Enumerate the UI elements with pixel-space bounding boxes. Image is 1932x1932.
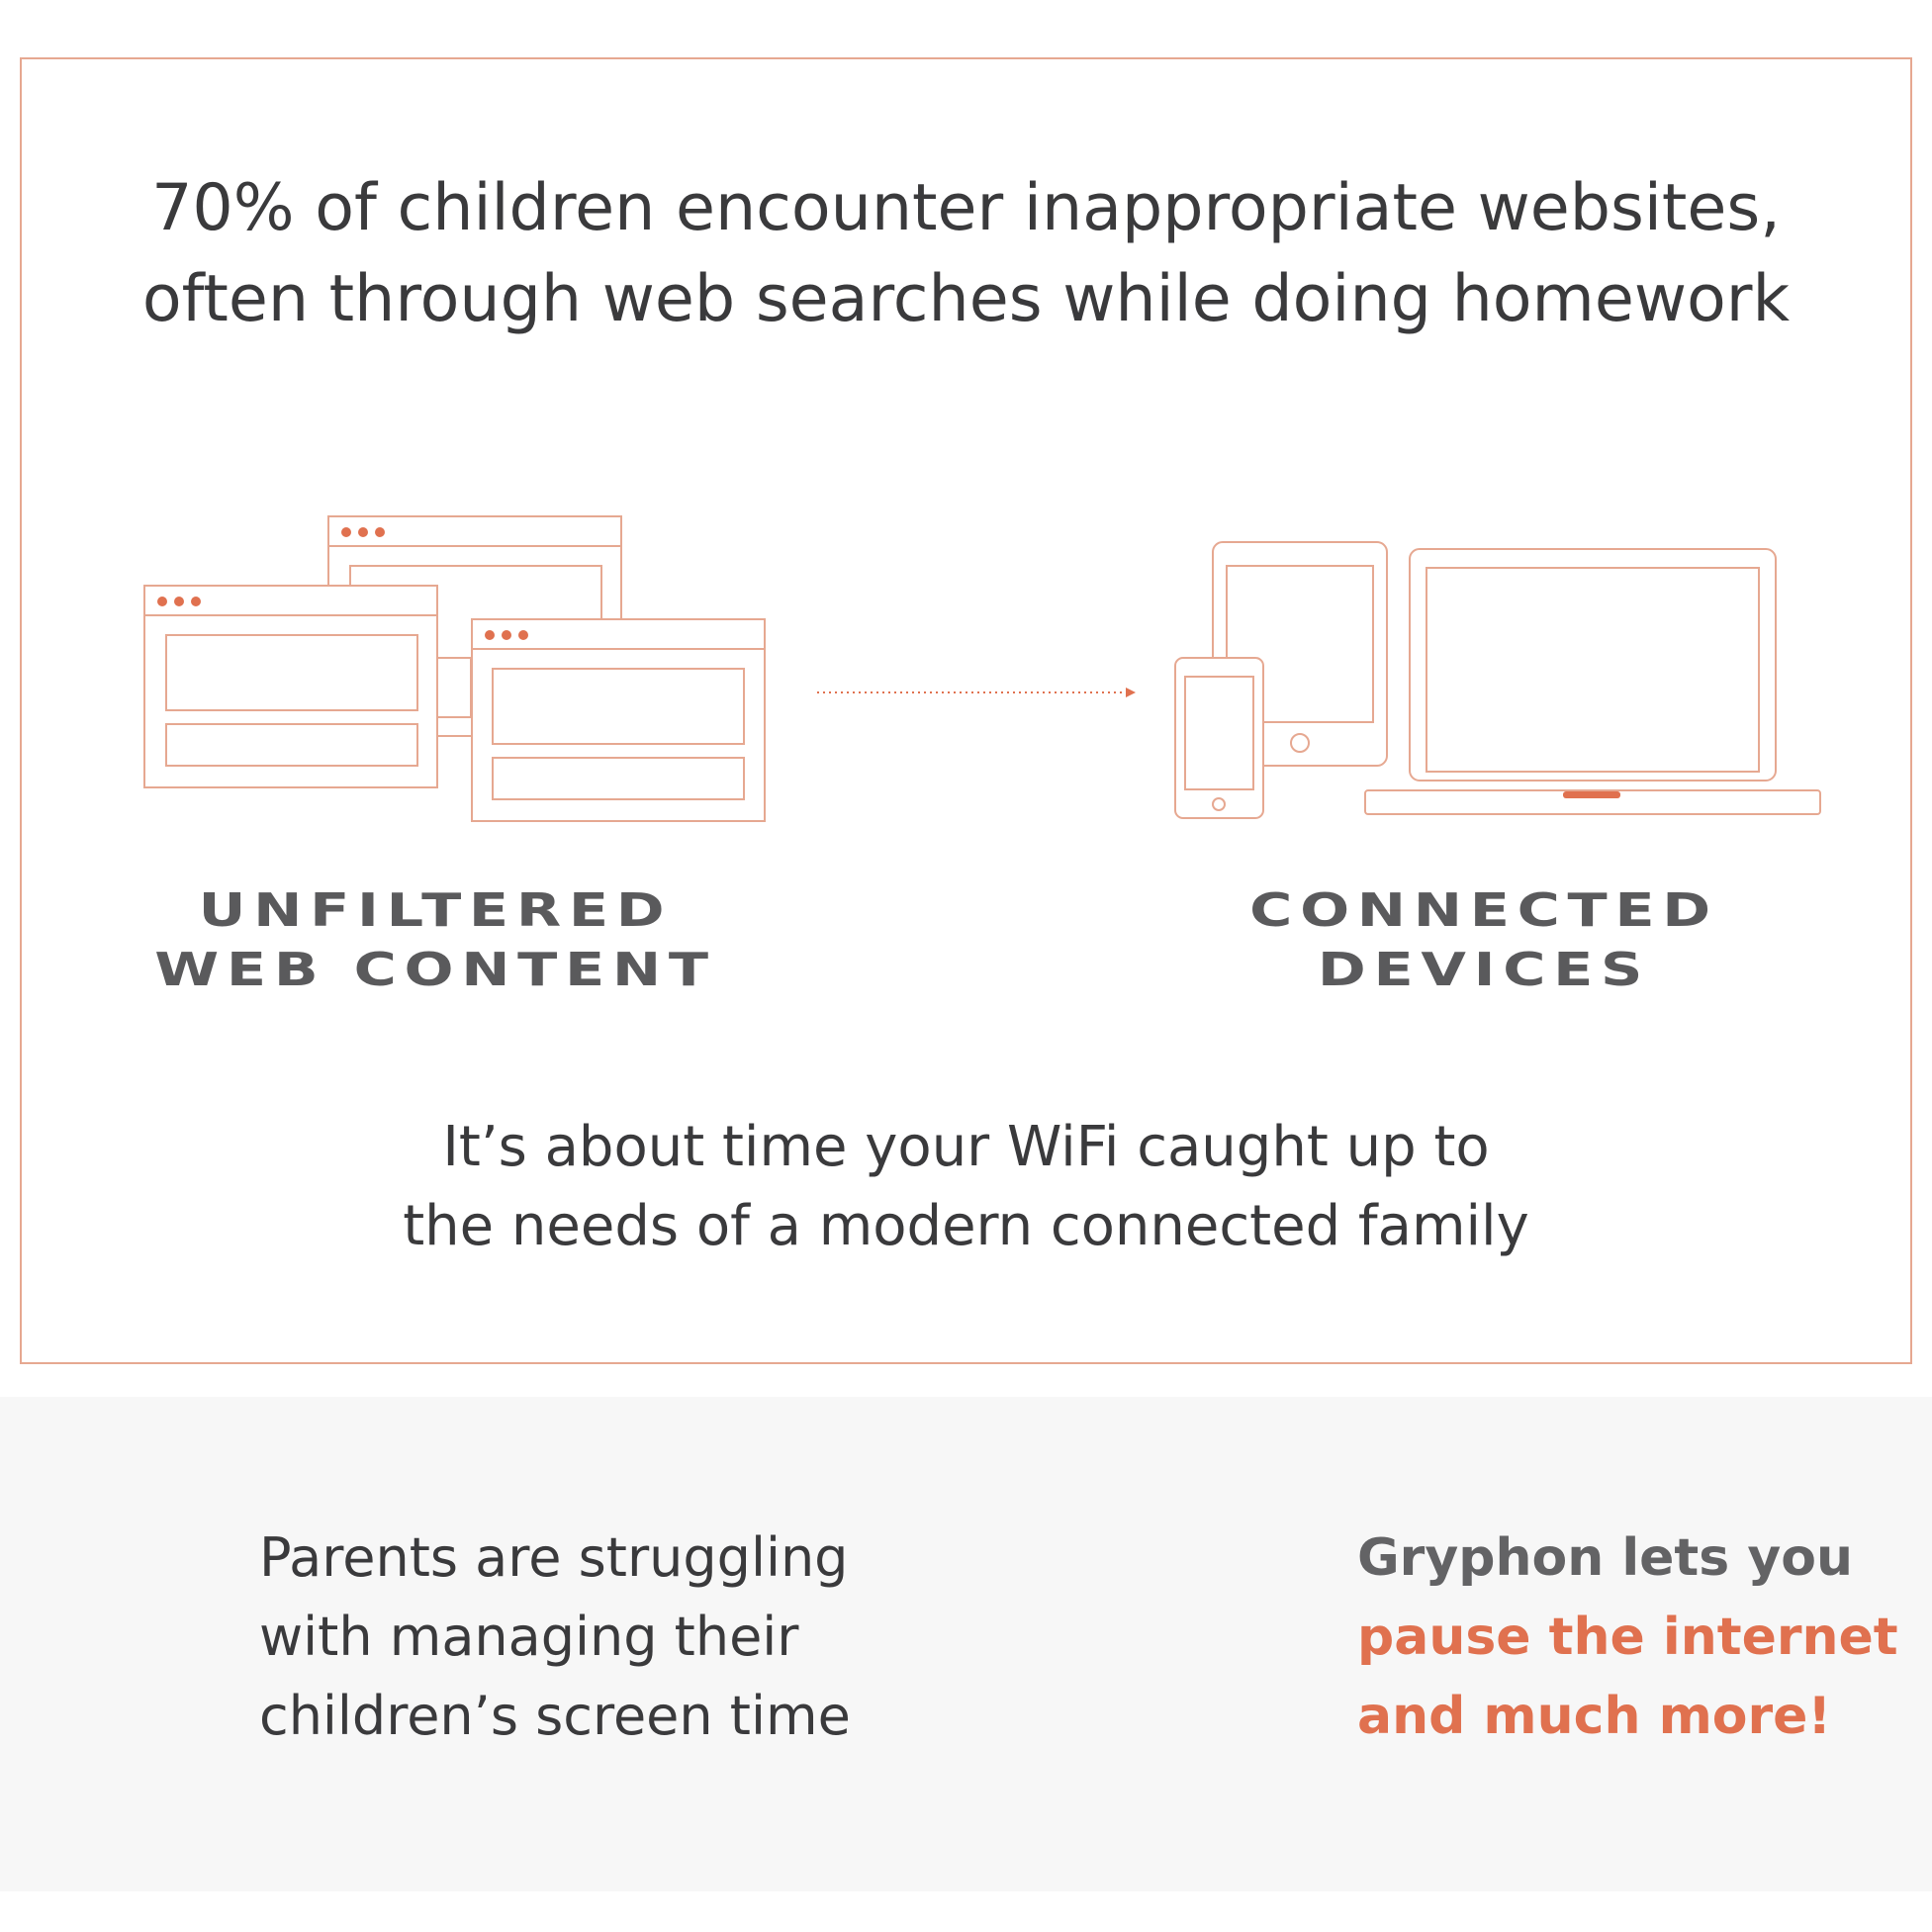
- headline-line-2: often through web searches while doing homework: [141, 262, 1791, 336]
- tagline: [0, 1108, 1932, 1266]
- dotted-arrow-icon: [817, 688, 1136, 697]
- gryphon-line-2: pause the internet: [1357, 1608, 1898, 1667]
- laptop-notch: [1563, 791, 1620, 798]
- gryphon-line-3: and much more!: [1357, 1687, 1832, 1746]
- gryphon-line-1: Gryphon lets you: [1357, 1528, 1853, 1588]
- caption-left-line-1: UNFILTERED: [198, 883, 673, 937]
- parents-line-3: children’s screen time: [259, 1685, 851, 1747]
- parents-struggling-text: [259, 1518, 873, 1756]
- tagline-line-2: the needs of a modern connected family: [403, 1194, 1529, 1258]
- parents-line-1: Parents are struggling: [259, 1526, 849, 1589]
- tagline-line-1: It’s about time your WiFi caught up to: [442, 1115, 1490, 1179]
- caption-connected-devices: [1231, 880, 1737, 999]
- caption-left-line-2: WEB CONTENT: [154, 943, 716, 996]
- headline-line-1: 70% of children encounter inappropriate websites,: [151, 171, 1781, 245]
- browser-windows-icon: [144, 516, 765, 821]
- caption-unfiltered-web-content: [144, 880, 727, 999]
- caption-right-line-1: CONNECTED: [1249, 883, 1718, 937]
- gryphon-pause-text: [1357, 1518, 1911, 1756]
- caption-right-line-2: DEVICES: [1317, 943, 1651, 996]
- parents-line-2: with managing their: [259, 1606, 799, 1668]
- devices-icon: [1175, 542, 1820, 818]
